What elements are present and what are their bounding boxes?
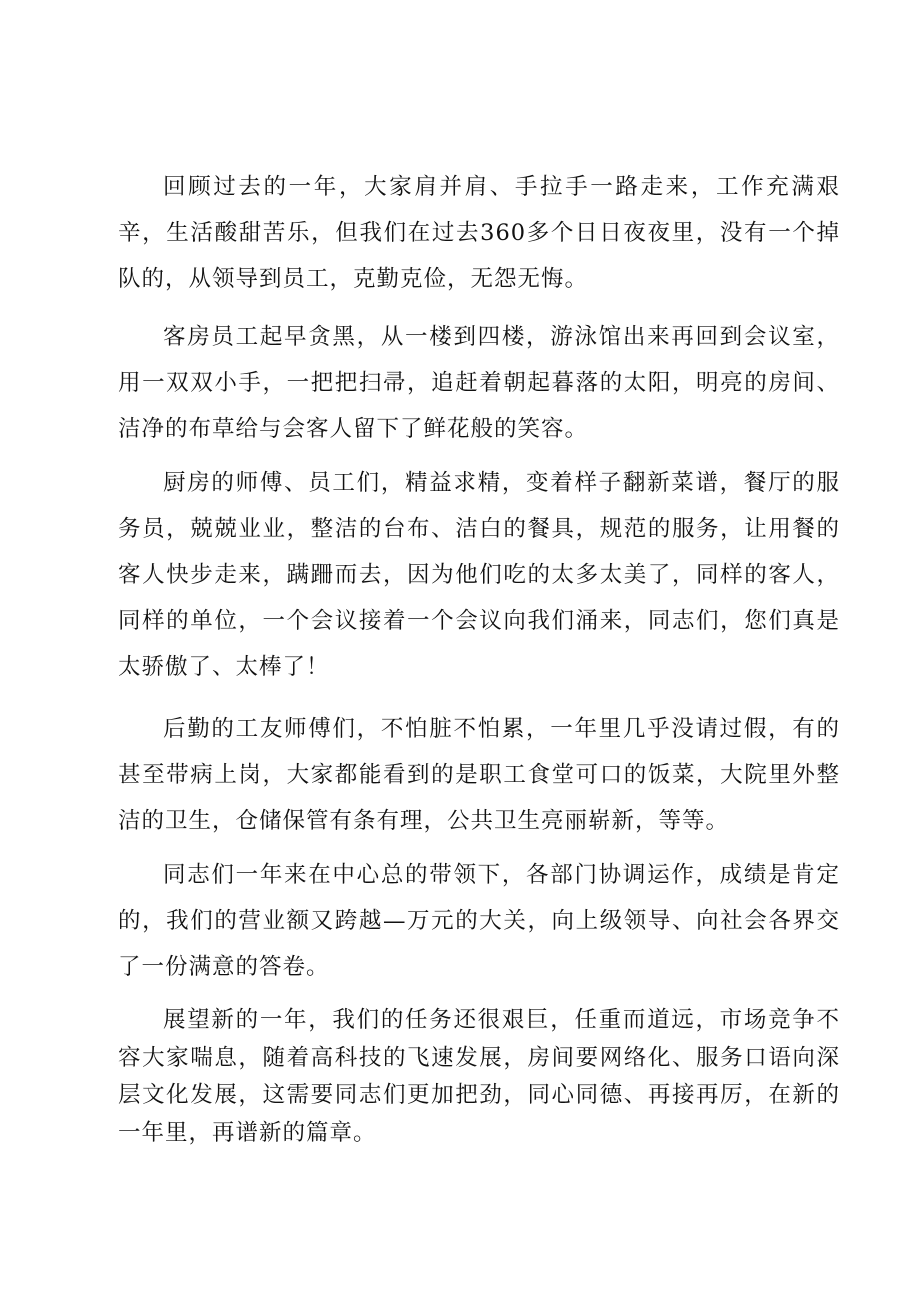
- paragraph-housekeeping: 客房员工起早贪黑，从一楼到四楼，游泳馆出来再回到会议室，用一双双小手，一把把扫帚，追赶着朝起暮落的太阳，明亮的房间、洁净的布草给与会客人留下了鲜花般的笑容。: [118, 324, 840, 442]
- paragraph-kitchen: 厨房的师傅、员工们，精益求精，变着样子翻新菜谱，餐厅的服务员，兢兢业业，整洁的台布、洁白的餐具，规范的服务，让用餐的客人快步走来，蹒跚而去，因为他们吃的太多太美了，同样的客人，同样的单位，一个会议接着一个会议向我们涌来，同志们，您们真是太骄傲了、太棒了！: [118, 470, 840, 680]
- paragraph-outlook: 展望新的一年，我们的任务还很艰巨，任重而道远，市场竞争不容大家喘息，随着高科技的飞速发展，房间要网络化、服务口语向深层文化发展，这需要同志们更加把劲，同心同德、再接再厉，在新的一年里，再谱新的篇章。: [118, 1007, 840, 1146]
- paragraph-achievements: 同志们一年来在中心总的带领下，各部门协调运作，成绩是肯定的，我们的营业额又跨越—万元的大关，向上级领导、向社会各界交了一份满意的答卷。: [118, 862, 840, 980]
- paragraph-review: 回顾过去的一年，大家肩并肩、手拉手一路走来，工作充满艰辛，生活酸甜苦乐，但我们在过去360多个日日夜夜里，没有一个掉队的，从领导到员工，克勤克俭，无怨无悔。: [118, 174, 840, 292]
- paragraph-logistics: 后勤的工友师傅们，不怕脏不怕累，一年里几乎没请过假，有的甚至带病上岗，大家都能看到的是职工食堂可口的饭菜，大院里外整洁的卫生，仓储保管有条有理，公共卫生亮丽崭新，等等。: [118, 716, 840, 834]
